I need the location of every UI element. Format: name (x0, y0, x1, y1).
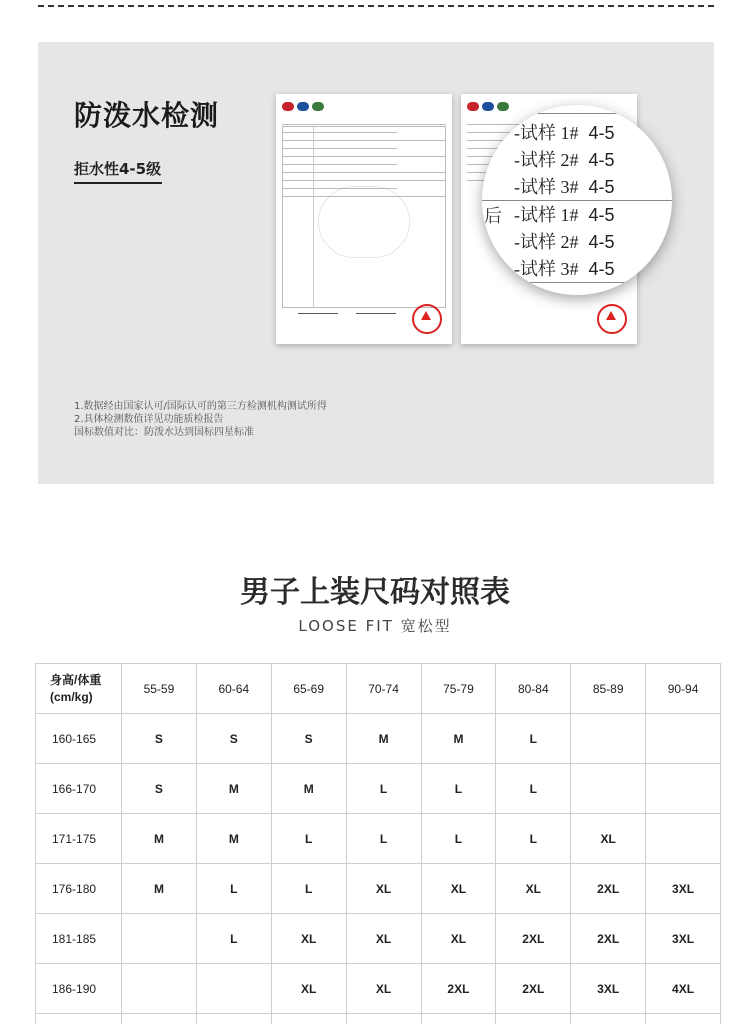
cert-logo-icon (282, 102, 294, 111)
sample-label: -试样 3# (514, 255, 584, 281)
cert-logo-icon (482, 102, 494, 111)
height-cell: 176-180 (36, 864, 122, 914)
magnified-row (514, 119, 615, 146)
note-line: 1.数据经由国家认可/国际认可的第三方检测机构测试所得 (74, 400, 327, 413)
sample-rating: 4-5 (589, 150, 615, 170)
size-cell: 2XL (496, 964, 571, 1014)
size-cell: XL (271, 964, 346, 1014)
height-cell: 181-185 (36, 914, 122, 964)
table-header-row (36, 664, 721, 714)
magnifier-rule (482, 282, 672, 283)
panel-title: 防泼水检测 (74, 94, 219, 134)
size-cell: 3XL (571, 964, 646, 1014)
magnified-row (514, 255, 615, 282)
size-cell: L (271, 814, 346, 864)
sample-rating: 4-5 (589, 205, 615, 225)
size-cell: XL (346, 964, 421, 1014)
size-cell: L (346, 814, 421, 864)
sample-rating: 4-5 (589, 177, 615, 197)
size-cell: M (346, 714, 421, 764)
height-cell: 186-190 (36, 964, 122, 1014)
red-stamp-icon (412, 304, 442, 334)
sample-rating: 4-5 (589, 232, 615, 252)
size-cell: XL (421, 914, 496, 964)
size-cell: 3XL (646, 864, 721, 914)
size-cell (571, 714, 646, 764)
size-cell: L (346, 764, 421, 814)
size-cell: XL (421, 864, 496, 914)
top-dashed-divider (38, 5, 714, 7)
size-cell: XL (496, 864, 571, 914)
size-chart-table (35, 663, 721, 1024)
table-row (36, 764, 721, 814)
table-row (36, 714, 721, 764)
cert-logo-icon (297, 102, 309, 111)
size-cell (122, 914, 197, 964)
size-cell: L (421, 764, 496, 814)
sample-label: -试样 3# (514, 173, 584, 199)
red-stamp-icon (597, 304, 627, 334)
table-corner-header (36, 664, 122, 714)
magnified-results (482, 105, 672, 295)
report-header (282, 100, 446, 112)
cert-logo-icon (497, 102, 509, 111)
height-cell: 166-170 (36, 764, 122, 814)
cert-logo-icon (467, 102, 479, 111)
size-cell: 2XL (496, 914, 571, 964)
table-row (36, 914, 721, 964)
size-cell: L (421, 814, 496, 864)
size-cell: L (196, 914, 271, 964)
height-cell: 160-165 (36, 714, 122, 764)
size-cell: M (421, 714, 496, 764)
weight-header: 65-69 (271, 664, 346, 714)
waterproof-test-panel (38, 42, 714, 484)
size-cell: S (196, 714, 271, 764)
size-cell: 2XL (571, 914, 646, 964)
size-cell: M (122, 864, 197, 914)
magnified-row (514, 173, 615, 200)
size-cell: S (271, 714, 346, 764)
test-notes (74, 400, 327, 439)
weight-header: 85-89 (571, 664, 646, 714)
size-cell: L (271, 864, 346, 914)
sample-label: -试样 1# (514, 119, 584, 145)
magnifier-rule (482, 113, 672, 114)
weight-header: 70-74 (346, 664, 421, 714)
corner-unit: (cm/kg) (50, 689, 120, 706)
size-cell: M (196, 814, 271, 864)
size-cell: 2XL (421, 964, 496, 1014)
size-cell (571, 764, 646, 814)
weight-header: 80-84 (496, 664, 571, 714)
sample-label: -试样 1# (514, 201, 584, 227)
size-cell: L (496, 714, 571, 764)
size-chart-title: 男子上装尺码对照表 (0, 567, 750, 611)
size-cell: S (122, 714, 197, 764)
table-row-partial (36, 1014, 721, 1024)
size-cell (646, 814, 721, 864)
cert-logo-icon (312, 102, 324, 111)
note-line: 2.具体检测数值详见功能质检报告 (74, 413, 327, 426)
size-cell (646, 714, 721, 764)
size-cell: XL (271, 914, 346, 964)
weight-header: 55-59 (122, 664, 197, 714)
size-cell (196, 964, 271, 1014)
size-cell (122, 964, 197, 1014)
size-cell (646, 764, 721, 814)
size-cell: L (496, 764, 571, 814)
test-report-page-1 (276, 94, 452, 344)
size-cell: L (496, 814, 571, 864)
subtitle-underline (74, 182, 162, 184)
signature-graphic (356, 313, 396, 314)
size-cell: 3XL (646, 914, 721, 964)
size-cell: S (122, 764, 197, 814)
height-cell: 171-175 (36, 814, 122, 864)
size-chart-subtitle: LOOSE FIT 宽松型 (0, 615, 750, 636)
size-cell: 4XL (646, 964, 721, 1014)
sample-label: -试样 2# (514, 228, 584, 254)
note-line: 国标数值对比：防泼水达到国标四星标准 (74, 426, 327, 439)
panel-subtitle: 拒水性4-5级 (74, 158, 161, 179)
magnified-row (514, 146, 615, 173)
signature-graphic (298, 313, 338, 314)
weight-header: 75-79 (421, 664, 496, 714)
sample-rating: 4-5 (589, 259, 615, 279)
table-row (36, 814, 721, 864)
watermark-graphic (318, 186, 410, 258)
size-cell: 2XL (571, 864, 646, 914)
size-cell: XL (571, 814, 646, 864)
weight-header: 90-94 (646, 664, 721, 714)
size-cell: M (196, 764, 271, 814)
size-cell: L (196, 864, 271, 914)
size-cell: XL (346, 914, 421, 964)
magnified-row (514, 201, 615, 228)
magnified-prefix: 后 (484, 202, 502, 228)
sample-label: -试样 2# (514, 146, 584, 172)
size-cell: M (271, 764, 346, 814)
size-cell: XL (346, 864, 421, 914)
size-cell: M (122, 814, 197, 864)
corner-label: 身高/体重 (50, 672, 120, 689)
sample-rating: 4-5 (589, 123, 615, 143)
table-row (36, 964, 721, 1014)
weight-header: 60-64 (196, 664, 271, 714)
table-row (36, 864, 721, 914)
magnified-row (514, 228, 615, 255)
